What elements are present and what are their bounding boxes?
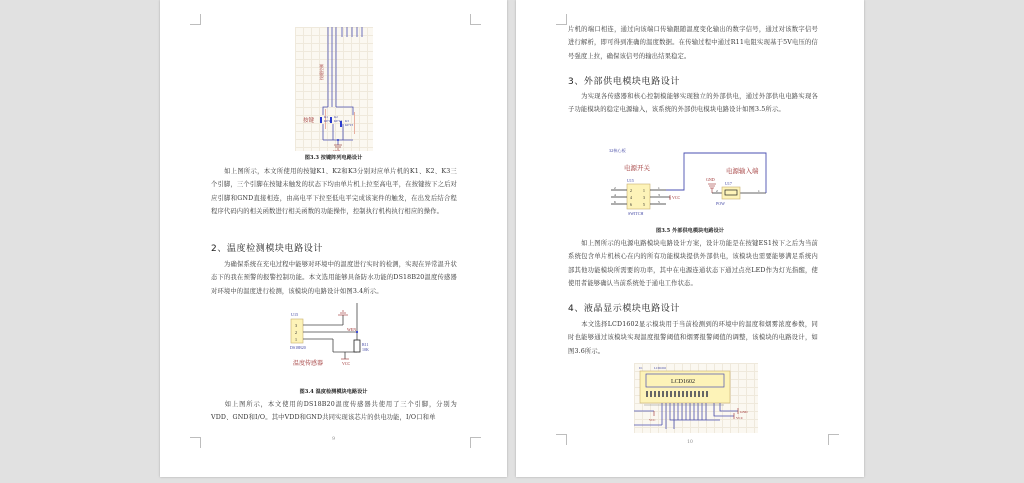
body-paragraph: 如上图所示的电源电路模块电路设计方案，设计功能是在按键ES1按下之后为当前系统包含单片机核心在内的所有功能模块提供外部供电，该模块也需要能够满足系统内部其他功能模块所需要的功率，其中在电源连通状态下通过点亮LED作为灯光指醒，使使用者能够确认当前系统处于通电工作状态。 bbox=[568, 240, 818, 287]
margin-mark bbox=[470, 14, 481, 25]
page-number: 9 bbox=[332, 437, 335, 442]
svg-text:2: 2 bbox=[295, 330, 297, 335]
figure-caption: 图3.5 外部供电模块电路设计 bbox=[656, 228, 724, 234]
svg-text:2: 2 bbox=[614, 186, 616, 190]
svg-text:1: 1 bbox=[643, 189, 645, 193]
svg-text:KEY1: KEY1 bbox=[324, 119, 333, 123]
svg-text:4: 4 bbox=[614, 193, 616, 197]
svg-text:U15: U15 bbox=[627, 178, 634, 183]
figure-3-5-power-supply-circuit bbox=[608, 144, 773, 222]
svg-text:K3: K3 bbox=[345, 119, 349, 123]
key-label: 按键 bbox=[303, 118, 315, 124]
svg-text:6: 6 bbox=[630, 203, 632, 207]
document-page-10 bbox=[516, 0, 864, 477]
svg-text:POW: POW bbox=[716, 201, 725, 206]
svg-text:VCC: VCC bbox=[649, 418, 656, 422]
body-paragraph: 本文选择LCD1602显示模块用于当前检测到的环境中的温度和烟雾浓度参数，同时也能够通过该模块实现温度报警阈值和烟雾报警阈值的调整，该模块的电路设计，如图3.6所示。 bbox=[568, 321, 818, 355]
svg-text:3: 3 bbox=[295, 323, 297, 328]
figure-caption: 图3.3 按键阵列电路设计 bbox=[304, 155, 363, 161]
svg-text:GND: GND bbox=[333, 149, 340, 151]
figure-3-4-temperature-circuit bbox=[285, 303, 385, 383]
svg-text:K2: K2 bbox=[334, 115, 338, 119]
figure-3-3-key-array-circuit bbox=[295, 27, 373, 151]
svg-text:KEY2: KEY2 bbox=[334, 119, 343, 123]
svg-text:32核心板: 32核心板 bbox=[609, 148, 626, 153]
body-paragraph: 如上图所示，本文使用的DS18B20温度传感器共使用了三个引脚，分别为VDD、GND和I/O。其中VDD和GND共同实现该芯片的供电功能，I/O口和单 bbox=[211, 401, 457, 422]
figure-3-6-lcd-circuit bbox=[634, 363, 758, 433]
svg-text:3: 3 bbox=[658, 193, 660, 197]
body-paragraph: 为确保系统在充电过程中能够对环境中的温度进行实时的检测，实现在异常温升状态下的我在预警的报警控制功能。本文选用能够具备防水功能的DS18B20温度传感器对环境中的温度进行检测，该模块的电路设计如图3.4所示。 bbox=[211, 261, 457, 295]
svg-text:U17: U17 bbox=[725, 181, 732, 186]
svg-text:U1: U1 bbox=[639, 366, 643, 370]
svg-text:R11: R11 bbox=[362, 342, 369, 347]
svg-text:U15: U15 bbox=[291, 312, 299, 317]
svg-text:1: 1 bbox=[658, 186, 660, 190]
margin-mark bbox=[556, 14, 567, 25]
svg-text:DS18B20: DS18B20 bbox=[290, 345, 306, 350]
svg-text:温度传感器: 温度传感器 bbox=[293, 361, 324, 367]
svg-text:VCC: VCC bbox=[342, 361, 351, 366]
svg-text:6: 6 bbox=[614, 200, 616, 204]
svg-text:5: 5 bbox=[643, 203, 645, 207]
svg-text:LCD1602: LCD1602 bbox=[654, 366, 666, 370]
svg-text:GND: GND bbox=[706, 177, 715, 182]
svg-text:SWITCH: SWITCH bbox=[628, 211, 644, 216]
body-paragraph: 如上图所示，本文所使用的按键K1、K2和K3分别对应单片机的K1、K2、K3三个引脚，三个引脚在按键未触发的状态下均由单片机上拉至高电平，在按键按下之后对应引脚和GND直接相连，由高电平下拉至低电平完成该案件的触发，在出发后结合程程序代码内的相关函数进行相关函数的功能操作，控制执行机构执行相应的操作。 bbox=[211, 168, 457, 215]
body-paragraph: 片机的端口相连，通过向该端口传输跟随温度变化输出的数字信号，通过对该数字信号进行解析，即可得到准确的温度数据。在传输过程中通过R11电阻实现基于5V电压的信号强度上拉，确保该信号的输出结果稳定。 bbox=[568, 26, 818, 60]
svg-text:GND: GND bbox=[740, 410, 748, 414]
document-page-9 bbox=[160, 0, 507, 477]
svg-text:3: 3 bbox=[643, 196, 645, 200]
svg-text:VCC: VCC bbox=[736, 416, 744, 420]
svg-text:1: 1 bbox=[295, 337, 297, 342]
page-number: 10 bbox=[687, 440, 693, 445]
net-label-key-control: 按键控制 bbox=[319, 64, 324, 80]
svg-text:LCD1602: LCD1602 bbox=[671, 379, 695, 385]
svg-text:VCC: VCC bbox=[672, 195, 681, 200]
svg-text:5: 5 bbox=[658, 200, 660, 204]
svg-text:KEY3: KEY3 bbox=[345, 123, 354, 127]
body-paragraph: 为实现各传感器和核心控制模能够实现独立的外部供电，通过外部供电电路实现各子功能模块的稳定电源输入，该系统的外部供电模块电路设计如图3.5所示。 bbox=[568, 93, 818, 114]
svg-text:1: 1 bbox=[758, 189, 760, 193]
svg-text:10K: 10K bbox=[362, 347, 369, 352]
section-heading: 4、液晶显示模块电路设计 bbox=[568, 304, 680, 314]
svg-text:电源开关: 电源开关 bbox=[624, 165, 650, 172]
figure-caption: 图3.4 温度检测模块电路设计 bbox=[299, 389, 368, 395]
svg-text:K1: K1 bbox=[324, 115, 328, 119]
section-heading: 3、外部供电模块电路设计 bbox=[568, 77, 680, 87]
margin-mark bbox=[190, 14, 201, 25]
section-heading: 2、温度检测模块电路设计 bbox=[211, 244, 323, 254]
svg-text:2: 2 bbox=[716, 189, 718, 193]
svg-text:2: 2 bbox=[630, 189, 632, 193]
svg-text:4: 4 bbox=[630, 196, 632, 200]
svg-text:WEN: WEN bbox=[347, 327, 357, 332]
svg-text:电源输入端: 电源输入端 bbox=[726, 168, 759, 175]
